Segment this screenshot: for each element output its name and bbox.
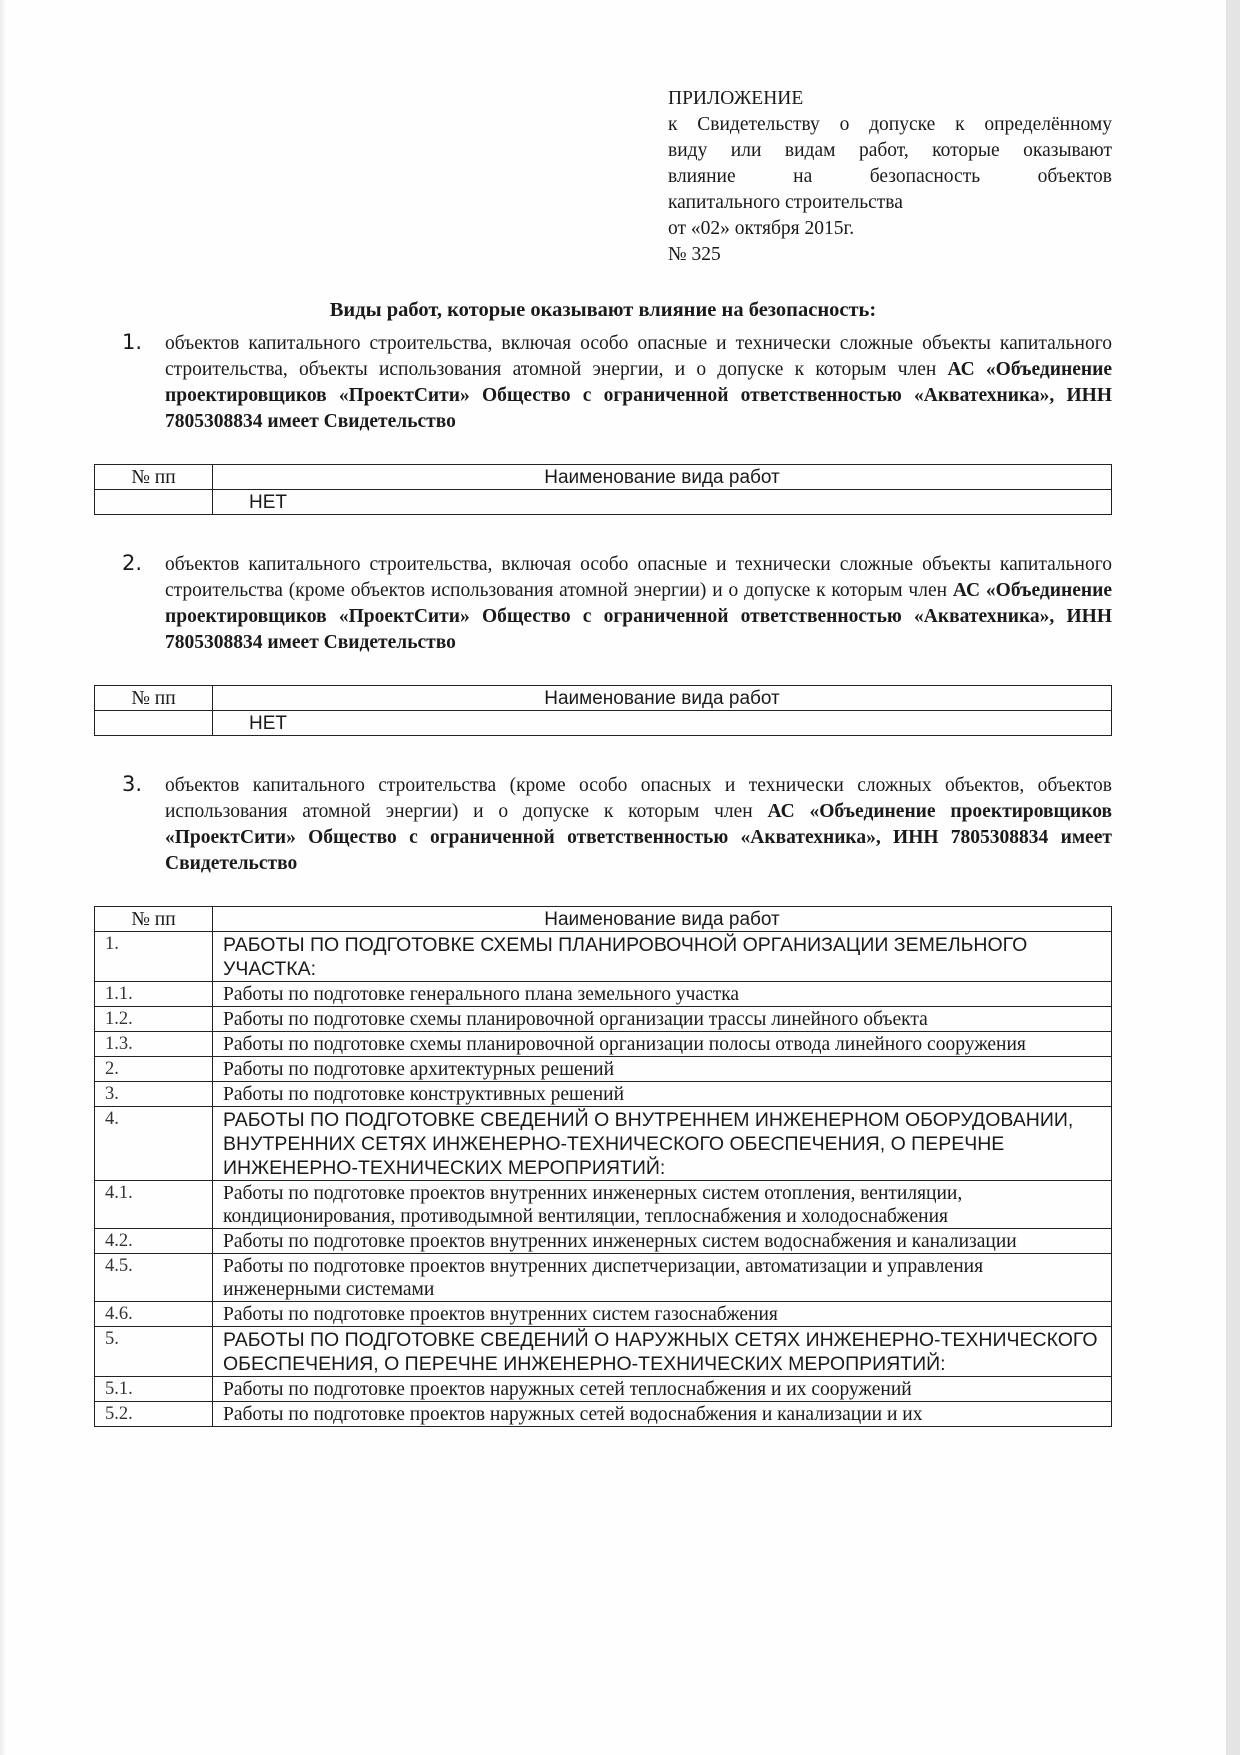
appendix-line: влияние на безопасность объектов [668,166,1112,187]
table-cell-num [95,711,213,736]
table-row [95,1254,1112,1302]
section-text-bold: АС «Объединение проектировщиков «ПроектСити» Общество с ограниченной ответственностью «Акватехника», ИНН 7805308834 имеет Свидетельство [165,580,1112,653]
column-header-num: № пп [95,686,213,711]
column-header-name: Наименование вида работ [213,907,1112,932]
table-row [95,1402,1112,1427]
section-number: 2. [122,551,143,575]
table-cell-num: 4.2. [95,1229,213,1254]
appendix-line: к Свидетельству о допуске к определённому [668,114,1112,135]
appendix-line: виду или видам работ, которые оказывают [668,140,1112,161]
section-text [165,331,1112,435]
table-cell-name: Работы по подготовке схемы планировочной организации трассы линейного объекта [213,1007,1112,1032]
section-text [165,552,1112,656]
table-cell-num: 2. [95,1057,213,1082]
table-cell-num: 4.5. [95,1254,213,1302]
table-header-row [95,686,1112,711]
table-cell-num: 3. [95,1082,213,1107]
scan-right-edge [1226,0,1240,1755]
table-cell-name: Работы по подготовке проектов внутренних инженерных систем водоснабжения и канализации [213,1229,1112,1254]
section-number: 3. [122,772,143,796]
table-cell-num: 4. [95,1107,213,1181]
table-cell-name: Работы по подготовке схемы планировочной организации полосы отвода линейного сооружения [213,1032,1112,1057]
table-cell-num: 5. [95,1327,213,1377]
column-header-name: Наименование вида работ [213,686,1112,711]
column-header-num: № пп [95,907,213,932]
table-cell-num: 5.2. [95,1402,213,1427]
scan-left-shadow [0,0,6,1755]
appendix-number: № 325 [668,244,721,265]
table-row [95,490,1112,515]
section-text-bold: АС «Объединение проектировщиков «ПроектСити» Общество с ограниченной ответственностью «Акватехника», ИНН 7805308834 имеет Свидетельство [165,801,1113,874]
table-cell-name: РАБОТЫ ПО ПОДГОТОВКЕ СХЕМЫ ПЛАНИРОВОЧНОЙ ОРГАНИЗАЦИИ ЗЕМЕЛЬНОГО УЧАСТКА: [213,932,1112,982]
table-cell-name: РАБОТЫ ПО ПОДГОТОВКЕ СВЕДЕНИЙ О ВНУТРЕННЕМ ИНЖЕНЕРНОМ ОБОРУДОВАНИИ, ВНУТРЕННИХ СЕТЯХ ИНЖЕНЕРНО-ТЕХНИЧЕСКОГО ОБЕСПЕЧЕНИЯ, О ПЕРЕЧНЕ ИНЖЕНЕРНО-ТЕХНИЧЕСКИХ МЕРОПРИЯТИЙ: [213,1107,1112,1181]
table-row [95,1007,1112,1032]
section-text-plain: объектов капитального строительства (кроме особо опасных и технически сложных объектов, объектов использования атомной энергии) и о допуске к которым член [165,775,1112,822]
main-heading: Виды работ, которые оказывают влияние на безопасность: [329,299,877,321]
table-row [95,1229,1112,1254]
appendix-line: капитального строительства [668,192,903,213]
section-2 [122,552,1112,656]
table-row [95,1181,1112,1229]
table-row [95,1032,1112,1057]
table-cell-num: 1. [95,932,213,982]
table-cell-name: Работы по подготовке проектов наружных сетей теплоснабжения и их сооружений [213,1377,1112,1402]
table-cell-num: 1.1. [95,982,213,1007]
section-3 [122,773,1112,877]
table-row [95,982,1112,1007]
column-header-name: Наименование вида работ [213,465,1112,490]
appendix-date: от «02» октября 2015г. [668,218,855,239]
section-text [165,773,1112,877]
table-row [95,932,1112,982]
section-text-plain: объектов капитального строительства, включая особо опасные и технически сложные объекты капитального строительства, объекты использования атомной энергии, и о допуске к которым член [165,333,1112,380]
table-cell-name: Работы по подготовке проектов внутренних систем газоснабжения [213,1302,1112,1327]
works-table-2 [94,685,1112,736]
table-cell-num: 1.2. [95,1007,213,1032]
table-cell-name: Работы по подготовке генерального плана земельного участка [213,982,1112,1007]
table-cell-num [95,490,213,515]
table-row [95,711,1112,736]
table-row [95,1302,1112,1327]
section-text-plain: объектов капитального строительства, включая особо опасные и технически сложные объекты капитального строительства (кроме объектов использования атомной энергии) и о допуске к которым член [165,554,1112,601]
table-cell-num: 4.1. [95,1181,213,1229]
section-1 [122,331,1112,435]
table-cell-name: НЕТ [213,490,1112,515]
column-header-num: № пп [95,465,213,490]
table-row [95,1057,1112,1082]
appendix-title: ПРИЛОЖЕНИЕ [668,88,804,109]
table-cell-num: 5.1. [95,1377,213,1402]
section-text-bold: АС «Объединение проектировщиков «ПроектСити» Общество с ограниченной ответственностью «Акватехника», ИНН 7805308834 имеет Свидетельство [165,359,1112,432]
table-cell-name: Работы по подготовке архитектурных решений [213,1057,1112,1082]
table-header-row [95,907,1112,932]
table-row [95,1327,1112,1377]
appendix-header [668,86,1112,268]
table-cell-name: НЕТ [213,711,1112,736]
table-row [95,1082,1112,1107]
works-table-3 [94,906,1112,1427]
table-cell-name: Работы по подготовке конструктивных решений [213,1082,1112,1107]
table-cell-num: 4.6. [95,1302,213,1327]
table-cell-num: 1.3. [95,1032,213,1057]
table-row [95,1377,1112,1402]
table-cell-name: РАБОТЫ ПО ПОДГОТОВКЕ СВЕДЕНИЙ О НАРУЖНЫХ СЕТЯХ ИНЖЕНЕРНО-ТЕХНИЧЕСКОГО ОБЕСПЕЧЕНИЯ, О ПЕРЕЧНЕ ИНЖЕНЕРНО-ТЕХНИЧЕСКИХ МЕРОПРИЯТИЙ: [213,1327,1112,1377]
works-table-1 [94,464,1112,515]
table-cell-name: Работы по подготовке проектов наружных сетей водоснабжения и канализации и их [213,1402,1112,1427]
table-cell-name: Работы по подготовке проектов внутренних инженерных систем отопления, вентиляции, кондиционирования, противодымной вентиляции, теплоснабжения и холодоснабжения [213,1181,1112,1229]
section-number: 1. [122,330,143,354]
table-header-row [95,465,1112,490]
table-cell-name: Работы по подготовке проектов внутренних диспетчеризации, автоматизации и управления инженерными системами [213,1254,1112,1302]
table-row [95,1107,1112,1181]
